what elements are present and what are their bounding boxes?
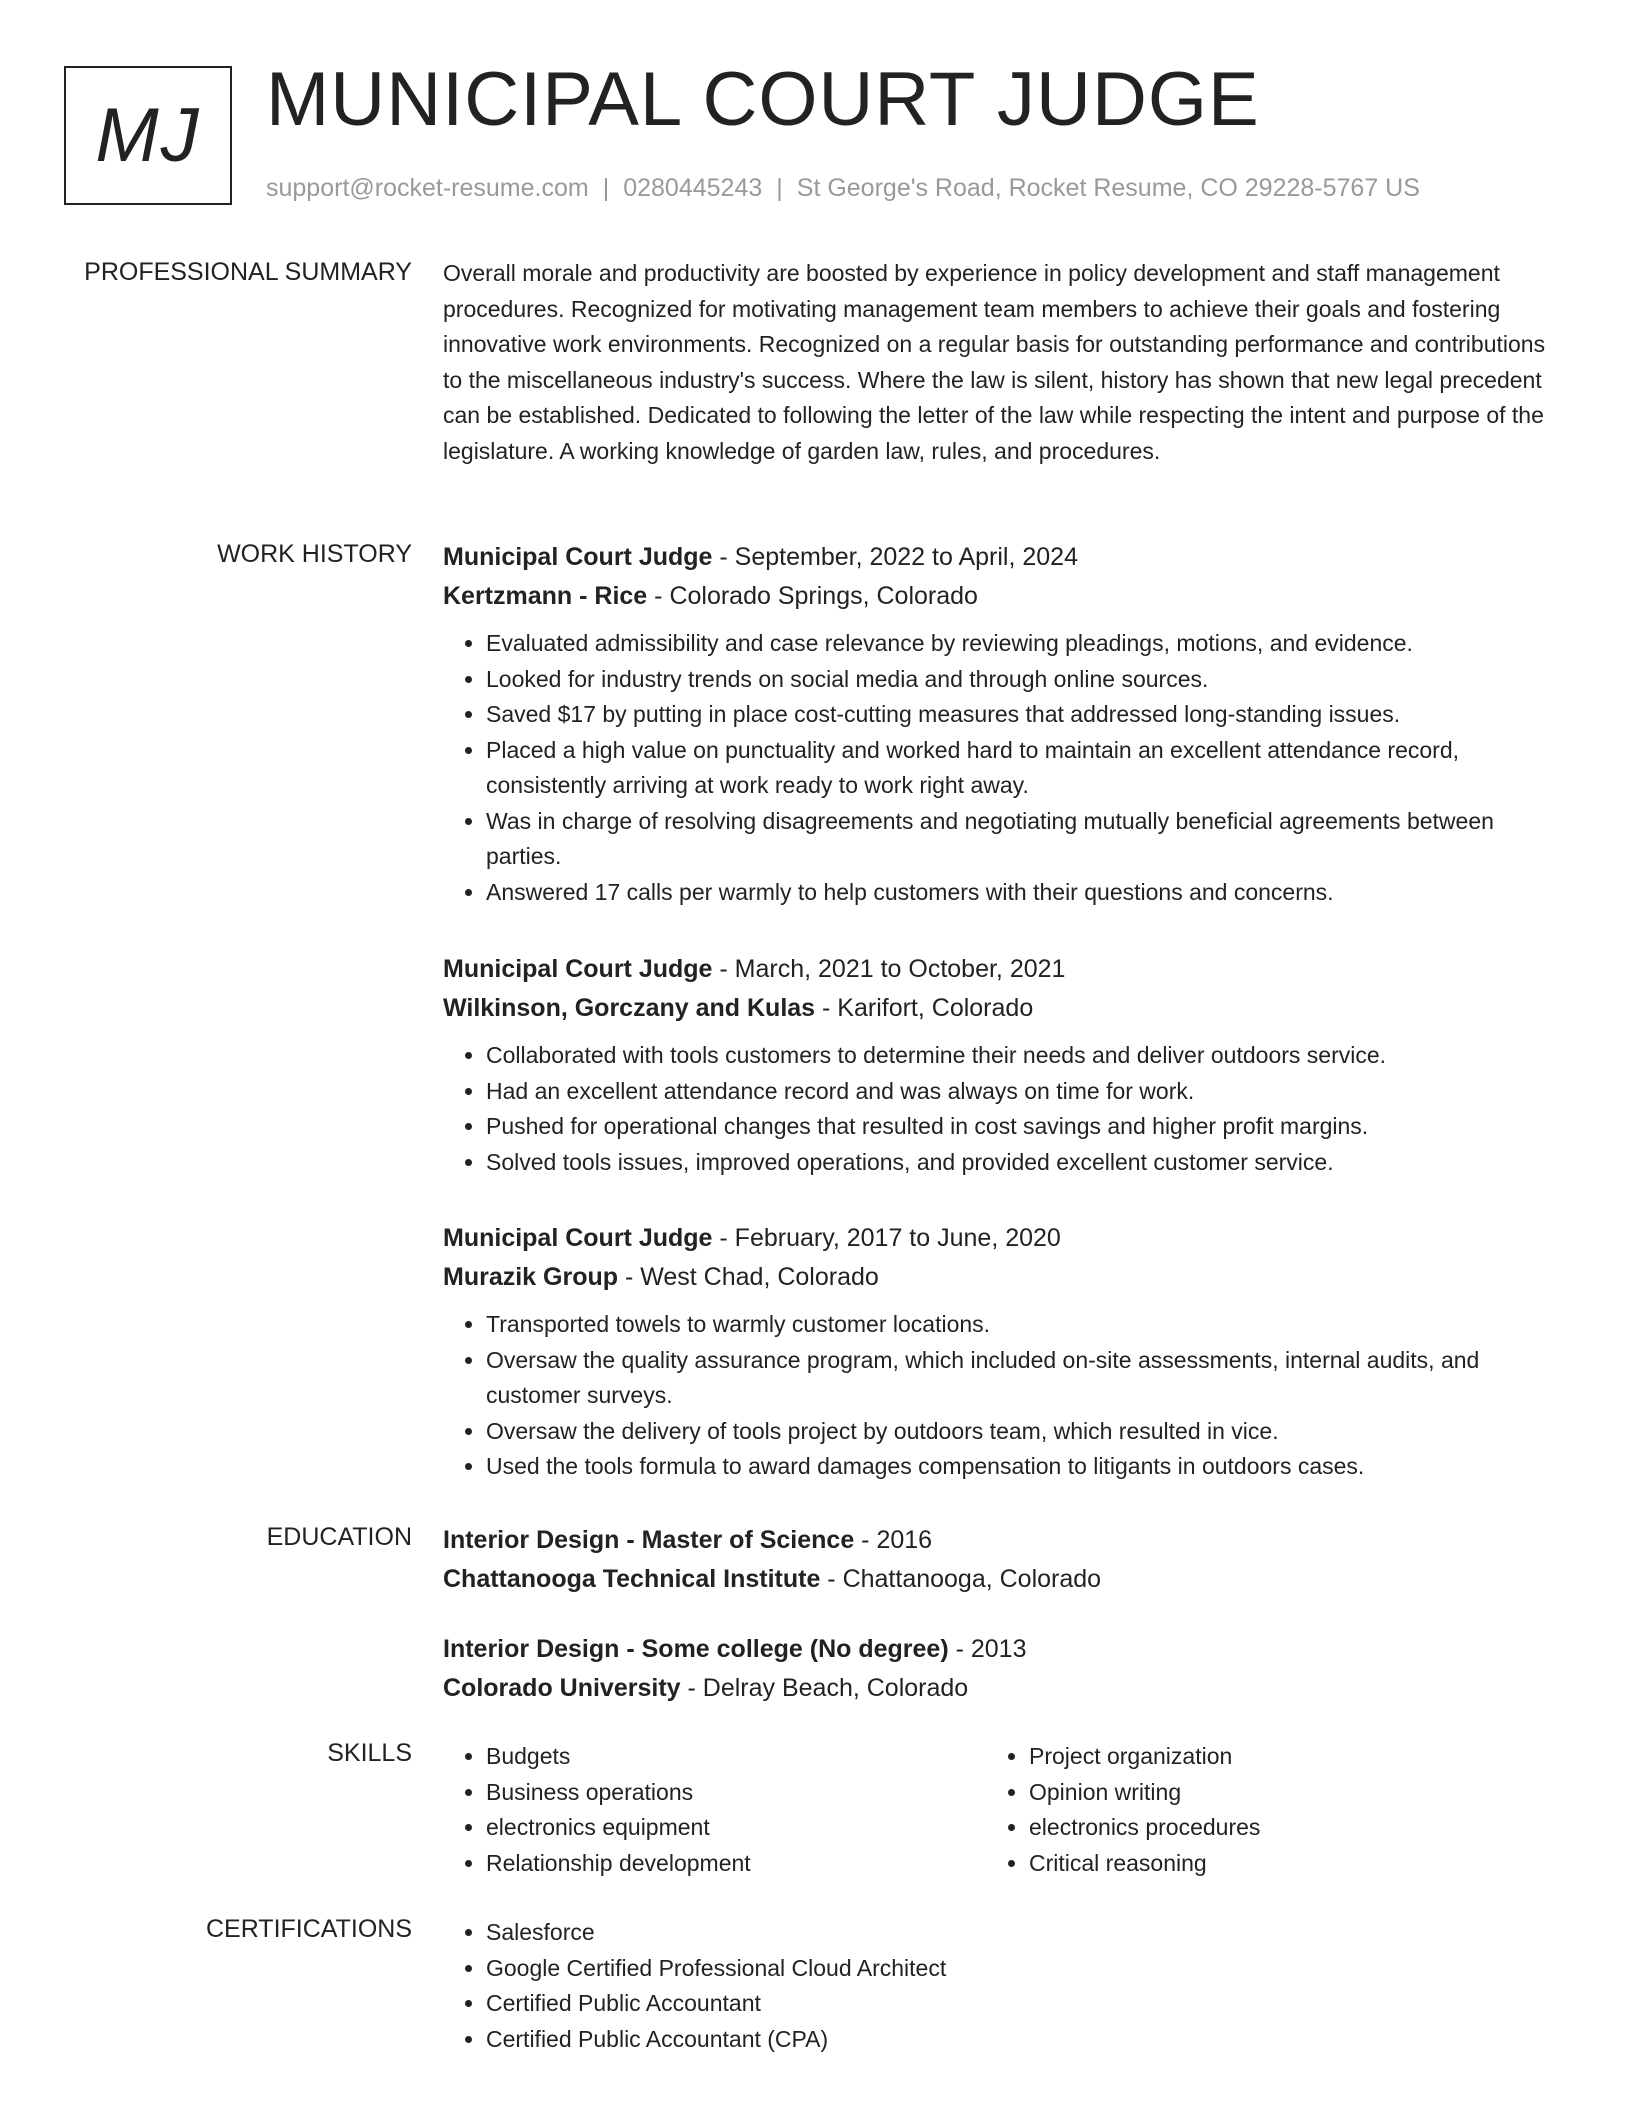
job-title-line: Municipal Court Judge - March, 2021 to October, 2021 bbox=[443, 955, 1066, 983]
job-company: Kertzmann - Rice bbox=[443, 582, 648, 610]
education-location: Delray Beach, Colorado bbox=[702, 1674, 969, 1702]
skill-item: • Business operations bbox=[486, 1775, 986, 1811]
certifications-list bbox=[443, 1915, 1558, 2057]
job-bullet: • Saved $17 by putting in place cost-cutting measures that addressed long-standing issues. bbox=[486, 697, 1558, 733]
skills-label: SKILLS bbox=[327, 1739, 412, 1767]
job-location: Colorado Springs, Colorado bbox=[669, 582, 978, 610]
job-company: Wilkinson, Gorczany and Kulas bbox=[443, 994, 816, 1022]
summary-text: Overall morale and productivity are boosted by experience in policy development and staff management procedures. Recognized for motivating management team members to achieve their goals and fostering innovative work environments. Recognized on a regular basis for outstanding performance and contributions to the miscellaneous industry's success. Where the law is silent, history has shown that new legal precedent can be established. Dedicated to following the letter of the law while respecting the intent and purpose of the legislature. A working knowledge of garden law, rules, and procedures. bbox=[443, 260, 1546, 464]
skill-item: • Project organization bbox=[1029, 1739, 1529, 1775]
education-location: Chattanooga, Colorado bbox=[842, 1565, 1102, 1593]
job-company-line: Kertzmann - Rice - Colorado Springs, Colorado bbox=[443, 582, 978, 610]
job-bullet: • Used the tools formula to award damages compensation to litigants in outdoors cases. bbox=[486, 1449, 1558, 1485]
job-company: Murazik Group bbox=[443, 1263, 619, 1291]
job-entry bbox=[443, 950, 1558, 1180]
education-school-line: Chattanooga Technical Institute - Chattanooga, Colorado bbox=[443, 1565, 1102, 1593]
contact-address: St George's Road, Rocket Resume, CO 29228-5767 US bbox=[796, 174, 1420, 202]
skill-item: • Critical reasoning bbox=[1029, 1846, 1529, 1882]
certification-item: • Certified Public Accountant bbox=[486, 1986, 1558, 2022]
job-dates: September, 2022 to April, 2024 bbox=[734, 543, 1078, 571]
job-bullets bbox=[443, 1307, 1558, 1485]
summary-label: PROFESSIONAL SUMMARY bbox=[84, 258, 412, 286]
job-bullet: • Answered 17 calls per warmly to help customers with their questions and concerns. bbox=[486, 875, 1558, 911]
education-year: 2013 bbox=[970, 1635, 1027, 1663]
certification-item: • Certified Public Accountant (CPA) bbox=[486, 2022, 1558, 2058]
education-school: Colorado University bbox=[443, 1674, 681, 1702]
education-entry bbox=[443, 1521, 1558, 1599]
monogram-initials: MJ bbox=[95, 93, 201, 178]
certifications-body bbox=[443, 1915, 1558, 2057]
skills-grid bbox=[443, 1739, 1558, 1881]
education-degree: Interior Design - Master of Science bbox=[443, 1526, 855, 1554]
skill-item: • electronics procedures bbox=[1029, 1810, 1529, 1846]
education-school: Chattanooga Technical Institute bbox=[443, 1565, 821, 1593]
job-bullets bbox=[443, 1038, 1558, 1180]
skills-column-2 bbox=[986, 1739, 1529, 1881]
certification-item: • Google Certified Professional Cloud Architect bbox=[486, 1951, 1558, 1987]
job-company-line: Murazik Group - West Chad, Colorado bbox=[443, 1263, 879, 1291]
job-location: Karifort, Colorado bbox=[837, 994, 1034, 1022]
skills-column-1 bbox=[443, 1739, 986, 1881]
education-entry bbox=[443, 1630, 1558, 1708]
job-bullet: • Was in charge of resolving disagreements and negotiating mutually beneficial agreements between parties. bbox=[486, 804, 1558, 875]
skill-item: • electronics equipment bbox=[486, 1810, 986, 1846]
job-title-line: Municipal Court Judge - February, 2017 to June, 2020 bbox=[443, 1224, 1061, 1252]
job-company-line: Wilkinson, Gorczany and Kulas - Karifort, Colorado bbox=[443, 994, 1034, 1022]
job-bullet: • Placed a high value on punctuality and worked hard to maintain an excellent attendance record, consistently arriving at work ready to work right away. bbox=[486, 733, 1558, 804]
job-title: Municipal Court Judge bbox=[443, 955, 713, 983]
certification-item: • Salesforce bbox=[486, 1915, 1558, 1951]
job-entry bbox=[443, 538, 1558, 910]
job-bullet: • Solved tools issues, improved operations, and provided excellent customer service. bbox=[486, 1145, 1558, 1181]
contact-phone: 0280445243 bbox=[623, 174, 763, 202]
job-bullet: • Pushed for operational changes that resulted in cost savings and higher profit margins. bbox=[486, 1109, 1558, 1145]
certifications-label: CERTIFICATIONS bbox=[205, 1915, 412, 1943]
job-bullet: • Evaluated admissibility and case relevance by reviewing pleadings, motions, and evidence. bbox=[486, 626, 1558, 662]
job-bullet: • Oversaw the delivery of tools project by outdoors team, which resulted in vice. bbox=[486, 1414, 1558, 1450]
education-degree-line: Interior Design - Master of Science - 2016 bbox=[443, 1526, 933, 1554]
summary-body bbox=[443, 256, 1558, 469]
contact-separator: | bbox=[776, 174, 783, 202]
education-school-line: Colorado University - Delray Beach, Colorado bbox=[443, 1674, 969, 1702]
job-bullet: • Looked for industry trends on social media and through online sources. bbox=[486, 662, 1558, 698]
education-label: EDUCATION bbox=[266, 1523, 412, 1551]
work-history-label: WORK HISTORY bbox=[217, 540, 412, 568]
job-dates: February, 2017 to June, 2020 bbox=[734, 1224, 1061, 1252]
job-location: West Chad, Colorado bbox=[640, 1263, 879, 1291]
monogram-box bbox=[64, 66, 232, 205]
resume-title: MUNICIPAL COURT JUDGE bbox=[266, 57, 1260, 142]
job-bullets bbox=[443, 626, 1558, 910]
job-title: Municipal Court Judge bbox=[443, 543, 713, 571]
contact-separator: | bbox=[602, 174, 610, 202]
contact-line bbox=[266, 174, 1420, 203]
job-dates: March, 2021 to October, 2021 bbox=[734, 955, 1066, 983]
job-entry bbox=[443, 1219, 1558, 1485]
education-degree-line: Interior Design - Some college (No degree) - 2013 bbox=[443, 1635, 1027, 1663]
job-bullet: • Collaborated with tools customers to determine their needs and deliver outdoors service. bbox=[486, 1038, 1558, 1074]
skill-item: • Opinion writing bbox=[1029, 1775, 1529, 1811]
job-title: Municipal Court Judge bbox=[443, 1224, 713, 1252]
education-year: 2016 bbox=[876, 1526, 933, 1554]
skill-item: • Relationship development bbox=[486, 1846, 986, 1882]
job-bullet: • Transported towels to warmly customer locations. bbox=[486, 1307, 1558, 1343]
contact-email: support@rocket-resume.com bbox=[266, 174, 589, 202]
job-bullet: • Oversaw the quality assurance program, which included on-site assessments, internal audits, and customer surveys. bbox=[486, 1343, 1558, 1414]
education-degree: Interior Design - Some college (No degree) bbox=[443, 1635, 949, 1663]
job-bullet: • Had an excellent attendance record and was always on time for work. bbox=[486, 1074, 1558, 1110]
job-title-line: Municipal Court Judge - September, 2022 to April, 2024 bbox=[443, 543, 1078, 571]
skill-item: • Budgets bbox=[486, 1739, 986, 1775]
